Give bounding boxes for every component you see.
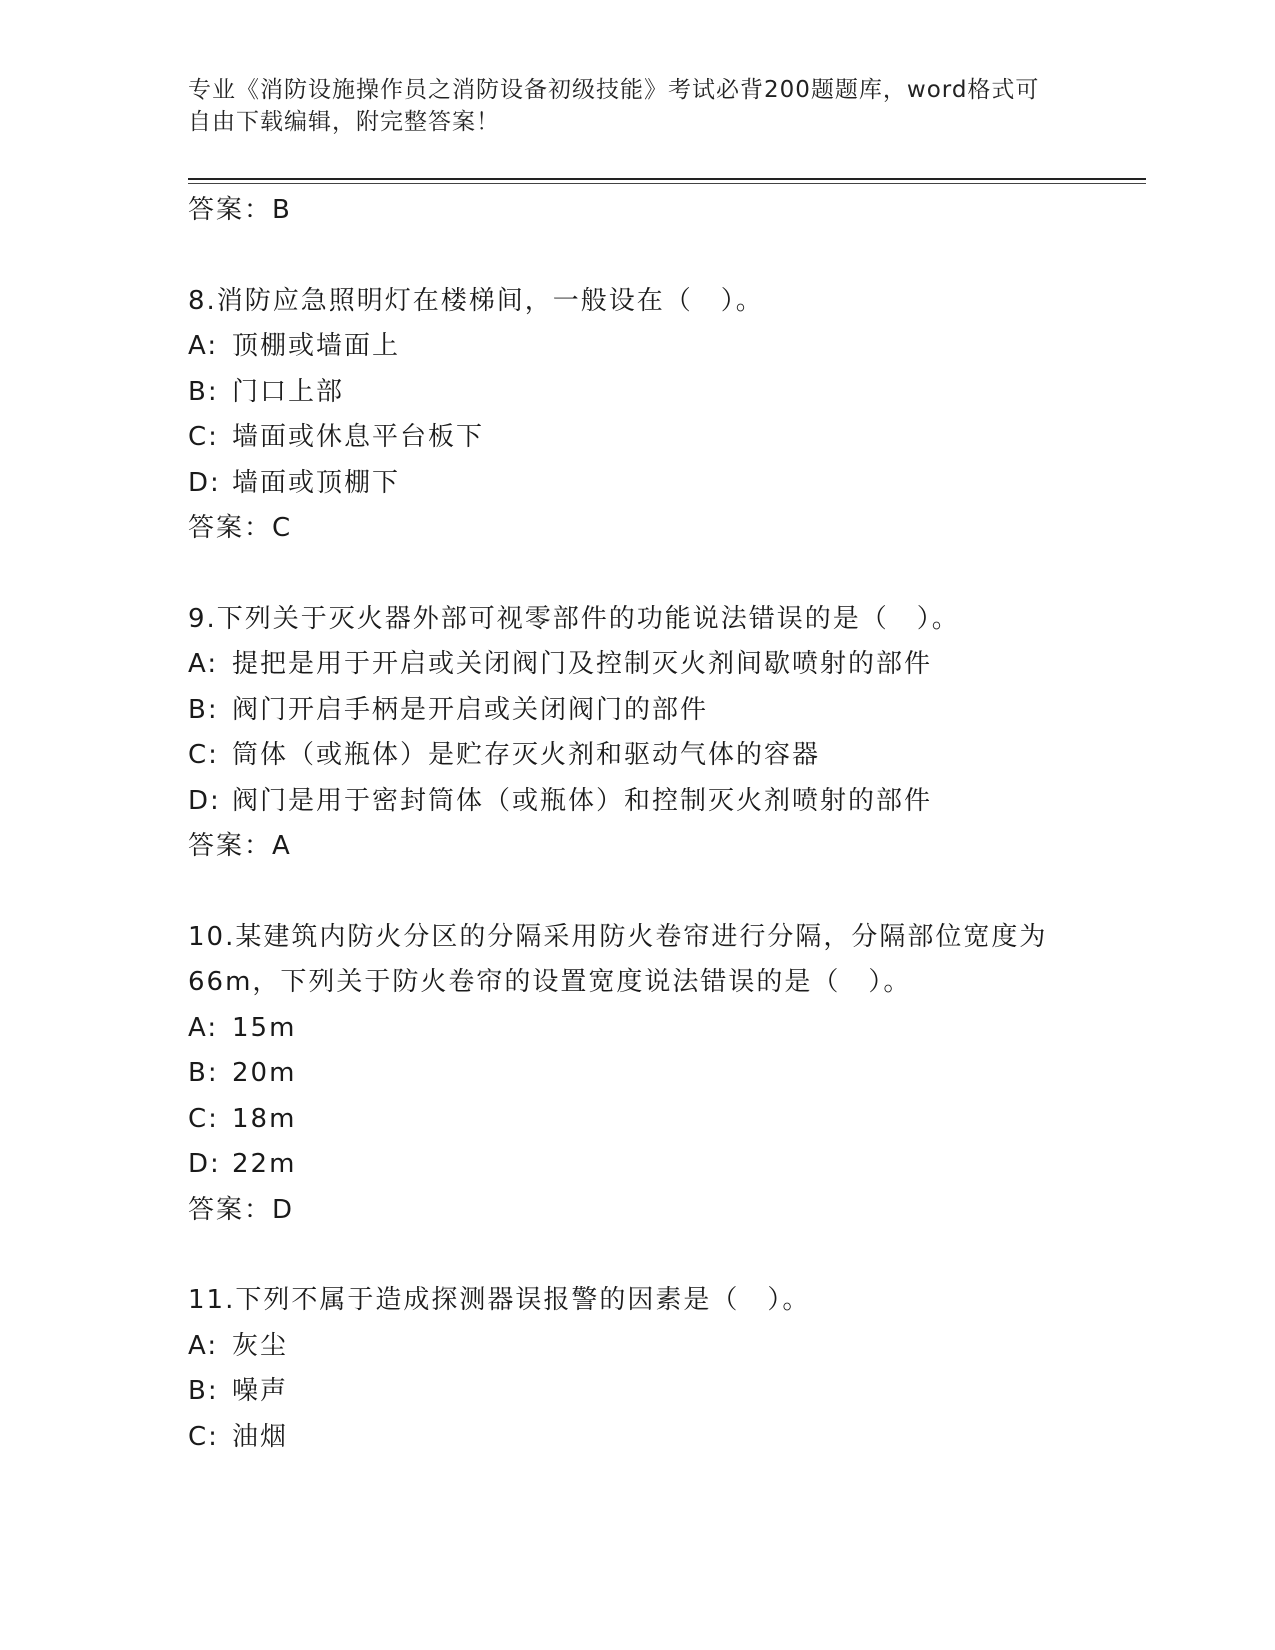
header-divider-thick — [188, 178, 1146, 180]
option-label: B: — [188, 1376, 219, 1406]
option-c — [188, 733, 1148, 779]
option-c — [188, 415, 1148, 461]
option-text: 阀门开启手柄是开启或关闭阀门的部件 — [232, 694, 709, 725]
question-text: 8.消防应急照明灯在楼梯间，一般设在（ ）。 — [188, 285, 764, 316]
option-text: 墙面或休息平台板下 — [232, 422, 485, 452]
option-label: B: — [188, 376, 219, 407]
question-block-10 — [188, 915, 1148, 1234]
option-text: 18m — [232, 1103, 297, 1134]
option-label: D: — [188, 785, 221, 816]
option-text: 油烟 — [232, 1421, 289, 1452]
option-text: 墙面或顶棚下 — [232, 467, 401, 498]
option-label: C: — [188, 1103, 219, 1134]
option-label: D: — [188, 1149, 221, 1179]
question-text: 11.下列不属于造成探测器误报警的因素是（ ）。 — [188, 1285, 811, 1315]
option-b — [188, 370, 1148, 416]
spacer — [188, 234, 1148, 279]
option-a — [188, 324, 1148, 370]
option-b — [188, 1369, 1148, 1415]
option-label: A: — [188, 331, 219, 361]
question-text-line-1: 10.某建筑内防火分区的分隔采用防火卷帘进行分隔，分隔部位宽度为 — [188, 921, 1048, 952]
document-header — [188, 74, 1088, 138]
option-label: C: — [188, 740, 219, 770]
answer-line: 答案：A — [188, 831, 292, 861]
option-text: 20m — [232, 1058, 297, 1088]
question-text: 9.下列关于灭火器外部可视零部件的功能说法错误的是（ ）。 — [188, 603, 960, 634]
option-text: 15m — [232, 1012, 297, 1043]
option-label: A: — [188, 649, 219, 679]
question-block-8 — [188, 279, 1148, 552]
spacer — [188, 870, 1148, 915]
option-label: A: — [188, 1012, 219, 1043]
option-a — [188, 642, 1148, 688]
spacer — [188, 1233, 1148, 1278]
option-text: 阀门是用于密封筒体（或瓶体）和控制灭火剂喷射的部件 — [232, 785, 933, 816]
option-label: B: — [188, 1058, 219, 1088]
option-label: C: — [188, 1421, 219, 1452]
option-text: 噪声 — [232, 1376, 289, 1406]
header-line-1: 专业《消防设施操作员之消防设备初级技能》考试必背200题题库，word格式可 — [188, 77, 1040, 103]
option-label: B: — [188, 694, 219, 725]
spacer — [188, 552, 1148, 597]
option-c — [188, 1097, 1148, 1143]
header-divider-thin — [188, 183, 1146, 184]
option-label: C: — [188, 422, 219, 452]
option-d — [188, 1142, 1148, 1188]
question-list — [188, 188, 1148, 1460]
option-label: A: — [188, 1330, 219, 1361]
option-text: 顶棚或墙面上 — [232, 331, 401, 361]
question-block-11 — [188, 1278, 1148, 1460]
option-text: 灰尘 — [232, 1330, 289, 1361]
option-label: D: — [188, 467, 221, 498]
option-a — [188, 1324, 1148, 1370]
option-b — [188, 1051, 1148, 1097]
option-text: 22m — [232, 1149, 297, 1179]
option-b — [188, 688, 1148, 734]
option-d — [188, 461, 1148, 507]
question-text-line-2: 66m，下列关于防火卷帘的设置宽度说法错误的是（ ）。 — [188, 967, 912, 997]
question-block-9 — [188, 597, 1148, 870]
option-a — [188, 1006, 1148, 1052]
option-d — [188, 779, 1148, 825]
option-c — [188, 1415, 1148, 1461]
option-text: 门口上部 — [232, 376, 345, 407]
answer-line: 答案：D — [188, 1194, 295, 1225]
option-text: 提把是用于开启或关闭阀门及控制灭火剂间歇喷射的部件 — [232, 649, 933, 679]
header-line-2: 自由下载编辑，附完整答案！ — [188, 109, 500, 135]
option-text: 筒体（或瓶体）是贮存灭火剂和驱动气体的容器 — [232, 740, 821, 770]
answer-line: 答案：C — [188, 513, 293, 543]
previous-answer: 答案：B — [188, 195, 292, 225]
